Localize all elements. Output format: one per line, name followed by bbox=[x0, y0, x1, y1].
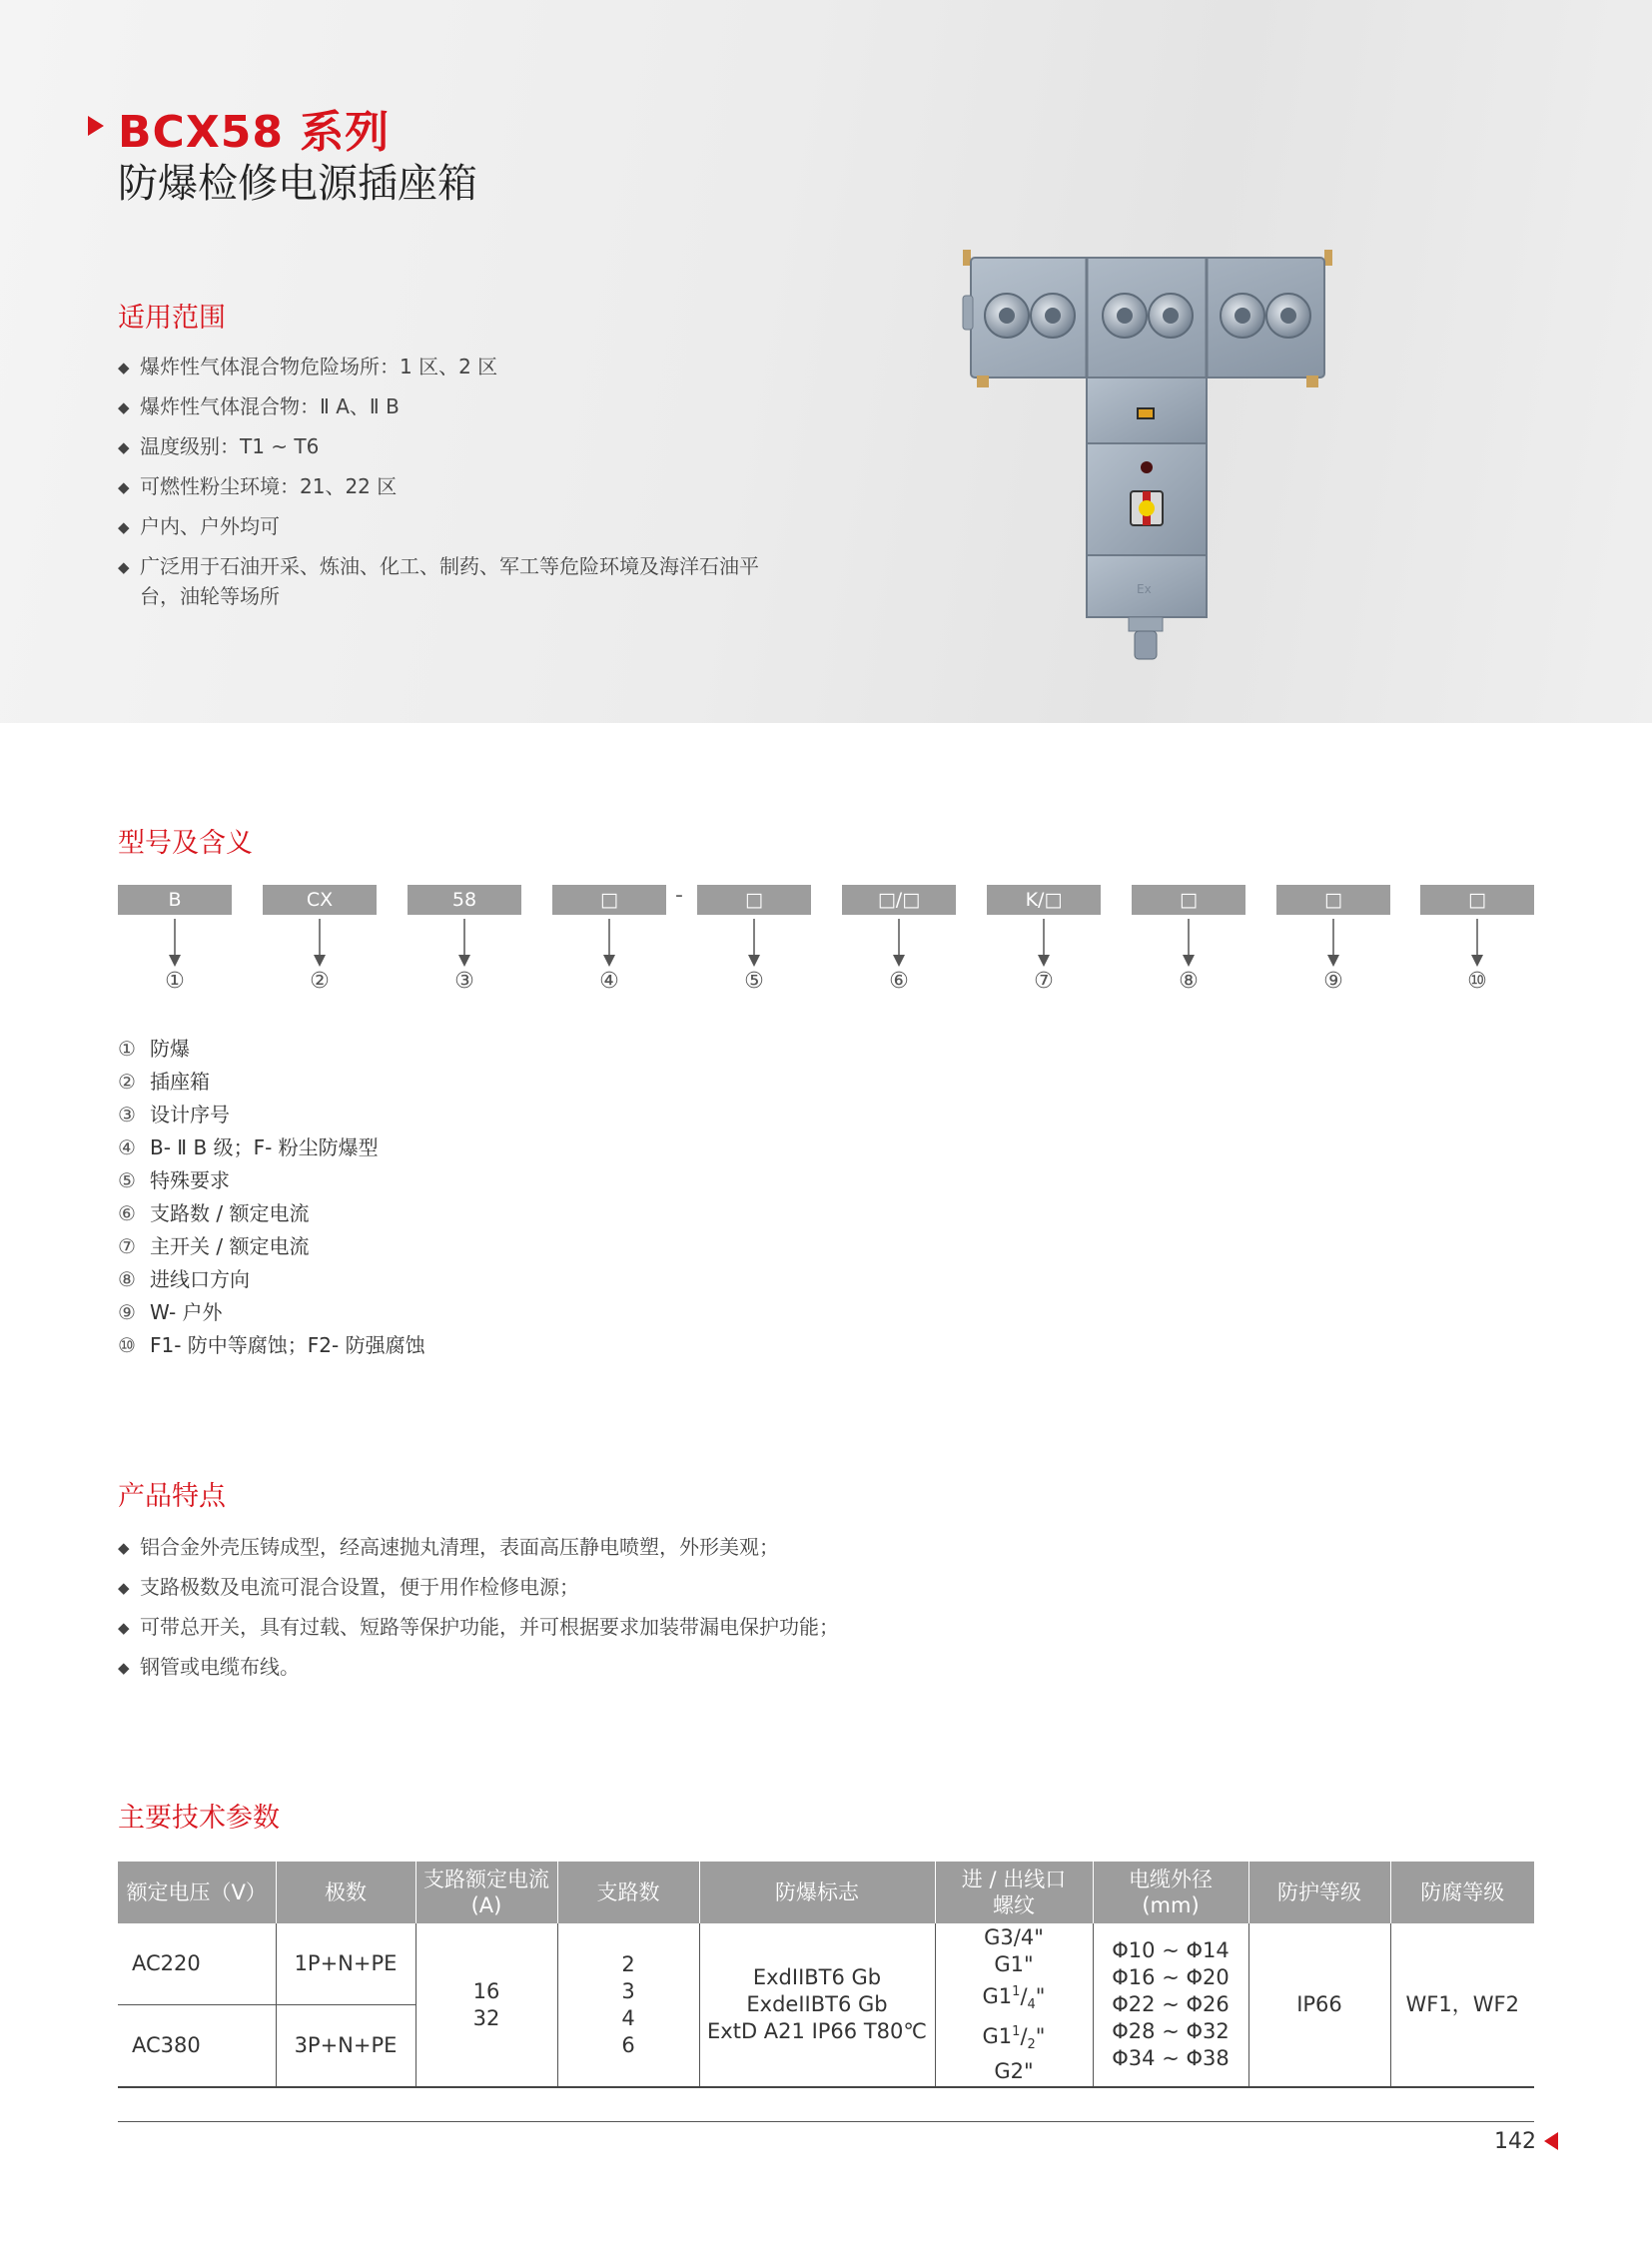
arrow-down-icon bbox=[599, 919, 619, 969]
model-index: ① bbox=[165, 969, 185, 994]
diamond-bullet-icon: ◆ bbox=[118, 1579, 130, 1597]
arrow-down-icon bbox=[889, 919, 909, 969]
product-image bbox=[959, 236, 1338, 685]
diamond-bullet-icon: ◆ bbox=[118, 1659, 130, 1677]
diamond-bullet-icon: ◆ bbox=[118, 1619, 130, 1637]
feature-item: ◆ 铝合金外壳压铸成型，经高速抛丸清理，表面高压静电喷塑，外形美观； bbox=[118, 1532, 1338, 1563]
scope-item: ◆ 爆炸性气体混合物：Ⅱ A、Ⅱ B bbox=[118, 391, 759, 422]
table-row bbox=[118, 1923, 1534, 2005]
series-title: BCX58 系列 bbox=[118, 107, 391, 158]
model-code-box: K/□ bbox=[987, 885, 1101, 915]
marking-cell: ExdIIBT6 Gb ExdeIIBT6 Gb ExtD A21 IP66 T80℃ bbox=[699, 1923, 935, 2087]
model-index: ⑨ bbox=[1323, 969, 1343, 994]
model-index: ③ bbox=[454, 969, 474, 994]
current-cell: 16 32 bbox=[415, 1923, 557, 2087]
model-heading: 型号及含义 bbox=[118, 828, 253, 859]
cable-cell: Φ10 ~ Φ14 Φ16 ~ Φ20 Φ22 ~ Φ26 Φ28 ~ Φ32 Φ34 ~ Φ38 bbox=[1093, 1923, 1248, 2087]
spec-col-header: 额定电压（V） bbox=[118, 1862, 276, 1923]
model-legend-item: ⑤ 特殊要求 bbox=[118, 1168, 230, 1192]
diamond-bullet-icon: ◆ bbox=[118, 398, 130, 416]
scope-item: ◆ 户内、户外均可 bbox=[118, 511, 759, 542]
model-index: ⑧ bbox=[1179, 969, 1199, 994]
model-legend-item: ⑩ F1- 防中等腐蚀；F2- 防强腐蚀 bbox=[118, 1333, 425, 1357]
model-index: ④ bbox=[599, 969, 619, 994]
scope-item: ◆ 温度级别：T1 ~ T6 bbox=[118, 431, 759, 462]
model-legend-item: ③ 设计序号 bbox=[118, 1103, 230, 1126]
diamond-bullet-icon: ◆ bbox=[118, 478, 130, 496]
model-code-box: 58 bbox=[408, 885, 521, 915]
diamond-bullet-icon: ◆ bbox=[118, 359, 130, 376]
diamond-bullet-icon: ◆ bbox=[118, 1539, 130, 1557]
model-legend-item: ⑨ W- 户外 bbox=[118, 1300, 223, 1324]
voltage-cell: AC380 bbox=[118, 2005, 276, 2088]
model-legend-item: ② 插座箱 bbox=[118, 1070, 210, 1094]
feature-item: ◆ 钢管或电缆布线。 bbox=[118, 1652, 1338, 1683]
scope-item: ◆ 爆炸性气体混合物危险场所：1 区、2 区 bbox=[118, 352, 759, 382]
scope-item: ◆ 可燃性粉尘环境：21、22 区 bbox=[118, 471, 759, 502]
thread-cell: G3/4" G1" $G1^1/_4$" $G1^1/_2$" G2" bbox=[935, 1923, 1093, 2087]
poles-cell: 1P+N+PE bbox=[276, 1923, 415, 2005]
diamond-bullet-icon: ◆ bbox=[118, 518, 130, 536]
model-legend-item: ⑧ 进线口方向 bbox=[118, 1267, 250, 1291]
feature-item: ◆ 支路极数及电流可混合设置，便于用作检修电源； bbox=[118, 1572, 1338, 1603]
model-code-box: □ bbox=[1276, 885, 1390, 915]
ip-cell: IP66 bbox=[1248, 1923, 1390, 2087]
arrow-down-icon bbox=[1323, 919, 1343, 969]
arrow-down-icon bbox=[1034, 919, 1054, 969]
arrow-down-icon bbox=[1179, 919, 1199, 969]
model-code-box: CX bbox=[263, 885, 377, 915]
voltage-cell: AC220 bbox=[118, 1923, 276, 2005]
spec-col-header: 防爆标志 bbox=[699, 1862, 935, 1923]
model-code-box: □ bbox=[697, 885, 811, 915]
spec-col-header: 防腐等级 bbox=[1390, 1862, 1534, 1923]
model-legend-item: ④ B- Ⅱ B 级；F- 粉尘防爆型 bbox=[118, 1135, 379, 1159]
spec-col-header: 进 / 出线口 螺纹 bbox=[935, 1862, 1093, 1923]
spec-col-header: 支路数 bbox=[557, 1862, 699, 1923]
arrow-down-icon bbox=[165, 919, 185, 969]
model-index: ⑦ bbox=[1034, 969, 1054, 994]
model-index: ⑤ bbox=[744, 969, 764, 994]
spec-col-header: 防护等级 bbox=[1248, 1862, 1390, 1923]
arrow-down-icon bbox=[744, 919, 764, 969]
branches-cell: 2 3 4 6 bbox=[557, 1923, 699, 2087]
model-legend-item: ⑦ 主开关 / 额定电流 bbox=[118, 1234, 310, 1258]
footer-divider bbox=[118, 2121, 1534, 2122]
spec-heading: 主要技术参数 bbox=[118, 1803, 280, 1834]
spec-col-header: 电缆外径 (mm) bbox=[1093, 1862, 1248, 1923]
page-number: 142 bbox=[1494, 2129, 1536, 2154]
arrow-down-icon bbox=[310, 919, 330, 969]
poles-cell: 3P+N+PE bbox=[276, 2005, 415, 2088]
spec-header-row bbox=[118, 1862, 1534, 1923]
page-marker-icon bbox=[1544, 2132, 1558, 2150]
model-legend-item: ⑥ 支路数 / 额定电流 bbox=[118, 1201, 310, 1225]
model-legend-item: ① 防爆 bbox=[118, 1037, 190, 1061]
scope-heading: 适用范围 bbox=[118, 303, 226, 334]
model-index: ⑥ bbox=[889, 969, 909, 994]
spec-col-header: 极数 bbox=[276, 1862, 415, 1923]
diamond-bullet-icon: ◆ bbox=[118, 438, 130, 456]
product-subtitle: 防爆检修电源插座箱 bbox=[118, 161, 477, 207]
spec-table bbox=[118, 1862, 1534, 2088]
model-code-box: □ bbox=[552, 885, 666, 915]
arrow-down-icon bbox=[454, 919, 474, 969]
model-index: ⑩ bbox=[1467, 969, 1487, 994]
model-code-box: □ bbox=[1132, 885, 1245, 915]
model-index: ② bbox=[310, 969, 330, 994]
arrow-down-icon bbox=[1467, 919, 1487, 969]
model-code-box: □ bbox=[1420, 885, 1534, 915]
corrosion-cell: WF1，WF2 bbox=[1390, 1923, 1534, 2087]
model-code-box: □/□ bbox=[842, 885, 956, 915]
feature-item: ◆ 可带总开关，具有过载、短路等保护功能，并可根据要求加装带漏电保护功能； bbox=[118, 1612, 1338, 1643]
features-heading: 产品特点 bbox=[118, 1481, 226, 1512]
spec-col-header: 支路额定电流 (A) bbox=[415, 1862, 557, 1923]
scope-item: ◆ 广泛用于石油开采、炼油、化工、制药、军工等危险环境及海洋石油平台，油轮等场所 bbox=[118, 554, 759, 608]
model-dash: - bbox=[675, 883, 683, 908]
title-marker-icon bbox=[88, 116, 104, 136]
diamond-bullet-icon: ◆ bbox=[118, 558, 130, 576]
model-code-box: B bbox=[118, 885, 232, 915]
ex-label: Ex bbox=[1137, 582, 1152, 596]
